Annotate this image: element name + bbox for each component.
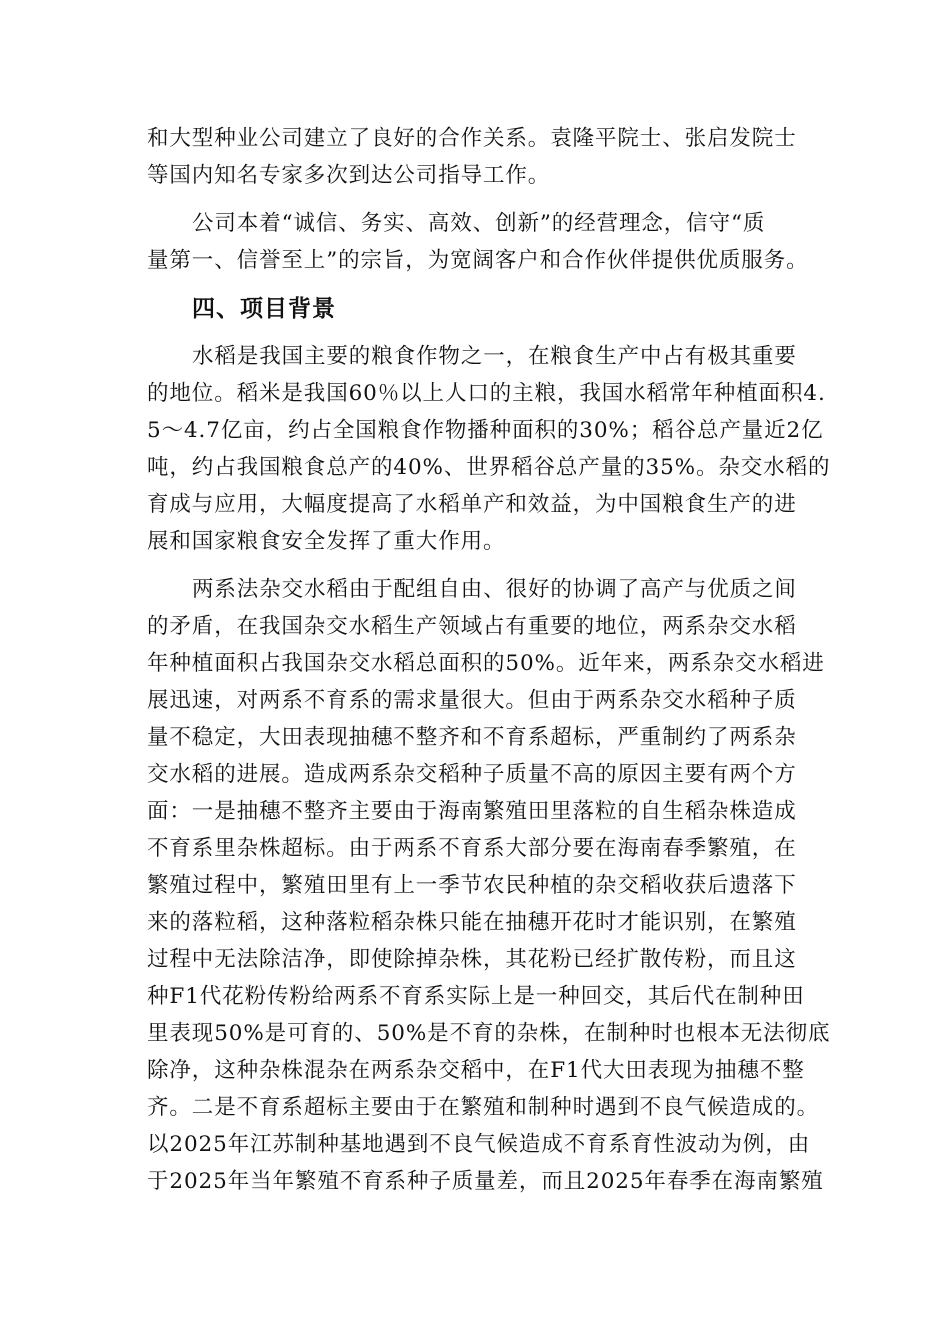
paragraph-two-line-line-7: 面：一是抽穗不整齐主要由于海南繁殖田里落粒的自生稻杂株造成 [147,799,797,824]
paragraph-two-line-line-15: 齐。二是不育系超标主要由于在繁殖和制种时遇到不良气候造成的。 [147,1095,820,1120]
paragraph-two-line-line-6: 交水稻的进展。造成两系杂交稻种子质量不高的原因主要有两个方 [147,762,797,787]
paragraph-rice-line-6: 展和国家粮食安全发挥了重大作用。 [147,529,506,554]
section-heading: 四、项目背景 [192,296,336,322]
paragraph-rice-line-4: 吨，约占我国粮食总产的40%、世界稻谷总产量的35%。杂交水稻的 [147,455,831,480]
paragraph-rice-line-5: 育成与应用，大幅度提高了水稻单产和效益，为中国粮食生产的进 [147,492,797,517]
paragraph-two-line-line-13: 里表现50%是可育的、50%是不育的杂株，在制种时也根本无法彻底 [147,1021,831,1046]
paragraph-rice-line-3: 5～4.7亿亩，约占全国粮食作物播种面积的30%；稻谷总产量近2亿 [147,418,824,443]
paragraph-two-line-line-1: 两系法杂交水稻由于配组自由、很好的协调了高产与优质之间 [192,577,797,602]
paragraph-philosophy-line-1: 公司本着“诚信、务实、高效、创新”的经营理念，信守“质 [192,211,766,236]
paragraph-two-line-line-2: 的矛盾，在我国杂交水稻生产领域占有重要的地位，两系杂交水稻 [147,614,797,639]
paragraph-two-line-line-16: 以2025年江苏制种基地遇到不良气候造成不育系育性波动为例，由 [147,1132,811,1157]
paragraph-philosophy-line-2: 量第一、信誉至上”的宗旨，为宽阔客户和合作伙伴提供优质服务。 [147,248,809,273]
paragraph-continued-line-2: 等国内知名专家多次到达公司指导工作。 [147,163,551,188]
paragraph-two-line-line-14: 除净，这种杂株混杂在两系杂交稻中，在F1代大田表现为抽穗不整 [147,1058,805,1083]
paragraph-two-line-line-3: 年种植面积占我国杂交水稻总面积的50%。近年来，两系杂交水稻进 [147,651,825,676]
paragraph-rice-line-2: 的地位。稻米是我国60％以上人口的主粮，我国水稻常年种植面积4. [147,381,826,406]
paragraph-two-line-line-12: 种F1代花粉传粉给两系不育系实际上是一种回交，其后代在制种田 [147,984,805,1009]
paragraph-two-line-line-11: 过程中无法除洁净，即使除掉杂株，其花粉已经扩散传粉，而且这 [147,947,797,972]
paragraph-two-line-line-5: 量不稳定，大田表现抽穗不整齐和不育系超标，严重制约了两系杂 [147,725,797,750]
paragraph-two-line-line-17: 于2025年当年繁殖不育系种子质量差，而且2025年春季在海南繁殖 [147,1169,824,1194]
paragraph-two-line-line-9: 繁殖过程中，繁殖田里有上一季节农民种植的杂交稻收获后遗落下 [147,873,797,898]
paragraph-two-line-line-8: 不育系里杂株超标。由于两系不育系大部分要在海南春季繁殖，在 [147,836,797,861]
paragraph-two-line-line-4: 展迅速，对两系不育系的需求量很大。但由于两系杂交水稻种子质 [147,688,797,713]
paragraph-rice-line-1: 水稻是我国主要的粮食作物之一，在粮食生产中占有极其重要 [192,344,797,369]
paragraph-continued-line-1: 和大型种业公司建立了良好的合作关系。袁隆平院士、张启发院士 [147,126,797,151]
paragraph-two-line-line-10: 来的落粒稻，这种落粒稻杂株只能在抽穗开花时才能识别，在繁殖 [147,910,797,935]
